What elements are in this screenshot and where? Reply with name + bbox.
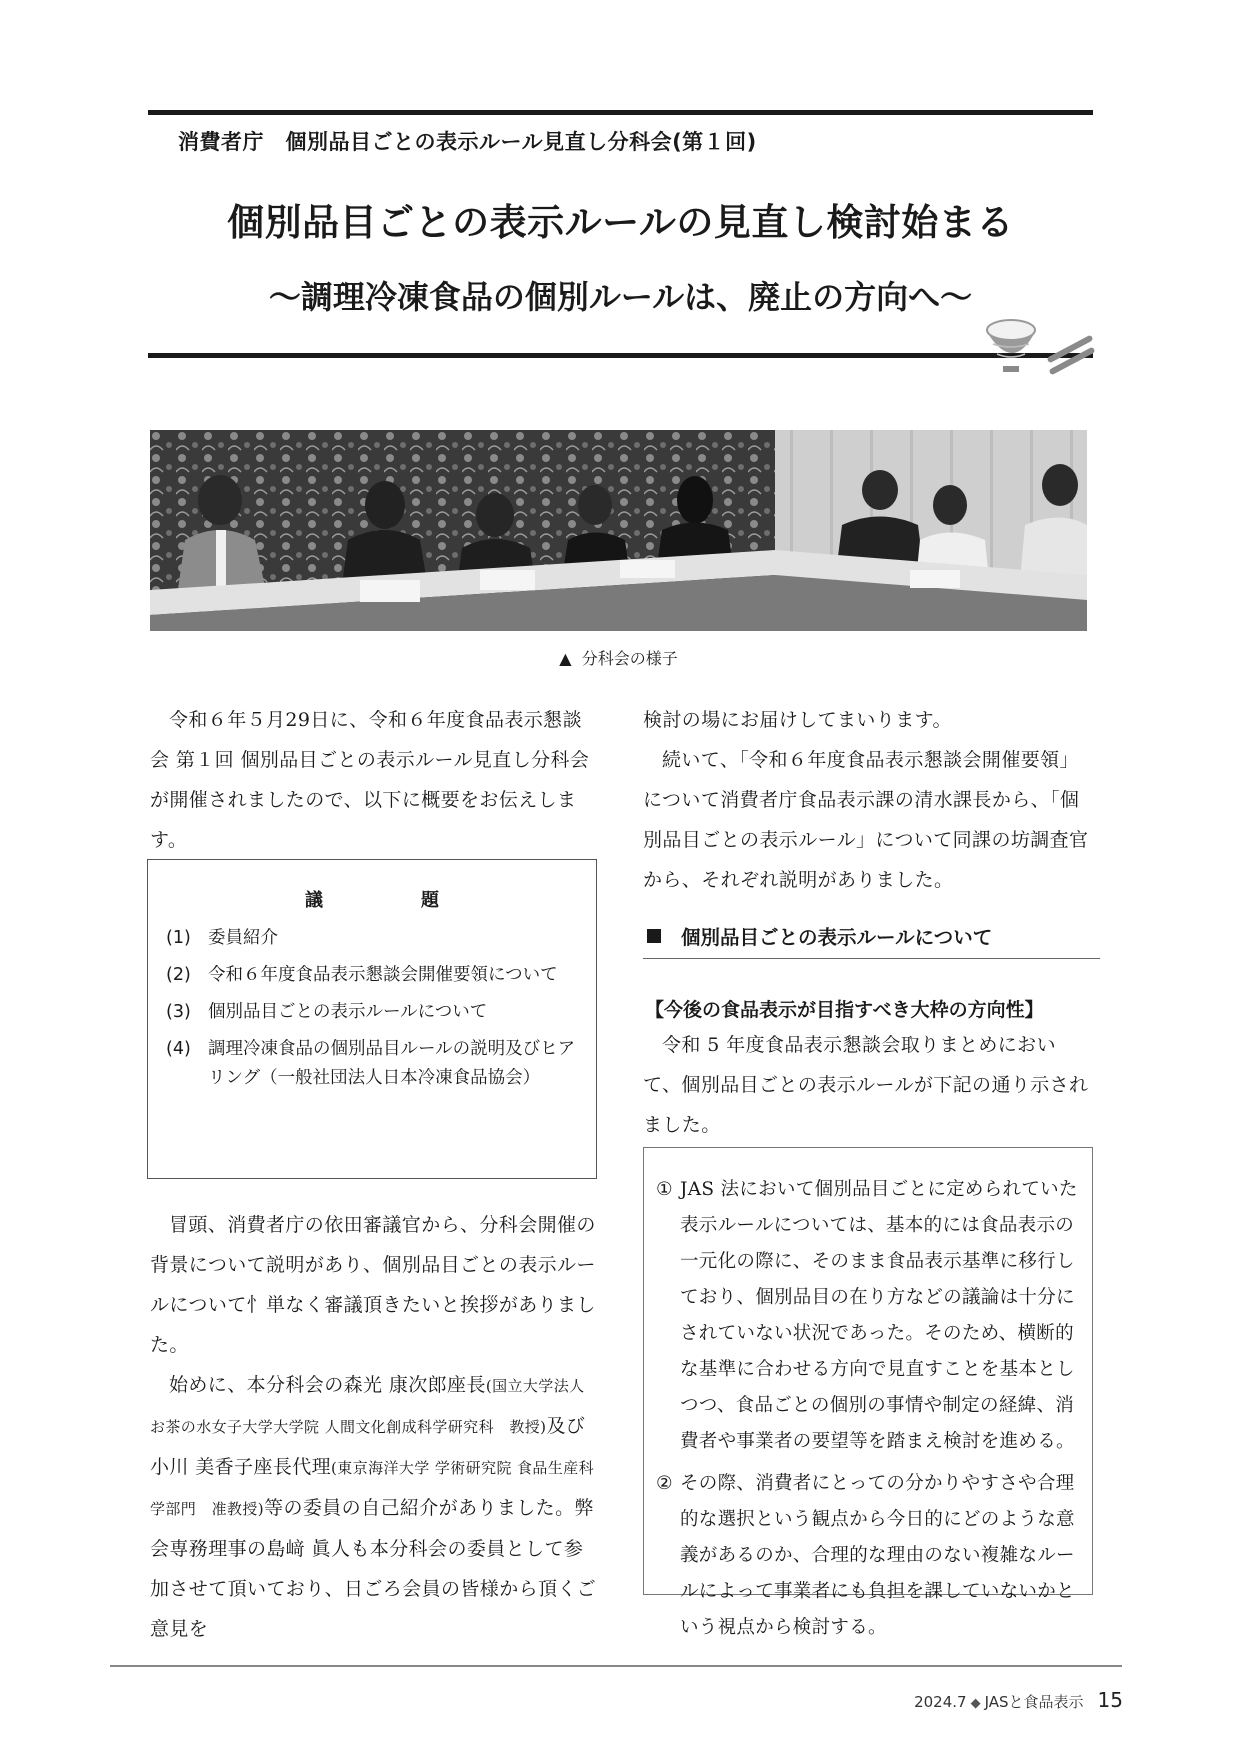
agenda-item-text: 令和６年度食品表示懇談会開催要領について	[208, 965, 558, 985]
intro-text: 令和６年５月29日に、令和６年度食品表示懇談会 第１回 個別品目ごとの表示ルール見直し分科会が開催されましたので、以下に概要をお伝えします。	[150, 709, 590, 851]
agenda-item-number: (3)	[166, 1002, 191, 1022]
policy-item-text: JAS 法において個別品目ごとに定められていた表示ルールについては、基本的には食品表示の一元化の際に、そのまま食品表示基準に移行しており、個別品目の在り方などの議論は十分にされていない状況であった。そのため、横断的な基準に合わせる方向で見直すことを基本としつつ、食品ごとの個別の事情や制定の経緯、消費者や事業者の要望等を踏まえ検討を進める。	[680, 1179, 1078, 1452]
section-heading-text: 個別品目ごとの表示ルールについて	[681, 926, 993, 949]
policy-box	[643, 1147, 1093, 1638]
square-bullet-icon	[647, 929, 661, 943]
agenda-item	[166, 1035, 578, 1093]
page-number: 15	[1097, 1688, 1123, 1712]
agenda-title: 議 題	[305, 890, 479, 911]
agenda-item-number: (4)	[166, 1039, 191, 1059]
intro-members-text: 等の委員の自己紹介がありました。弊会専務理事の島﨑 眞人も本分科会の委員として参加させて頂いており、日ごろ会員の皆様から頂くご意見を	[150, 1497, 597, 1640]
agenda-item-number: (2)	[166, 965, 191, 985]
rice-bowl-chopsticks-icon	[985, 310, 1095, 380]
vice-chair-affiliation: (東京海洋大学 学術研究院 食品生産科学部門 准教授)	[150, 1459, 595, 1518]
body-left-continued	[150, 1205, 598, 1649]
agenda-item-text: 調理冷凍食品の個別品目ルールの説明及びヒアリング（一般社団法人日本冷凍食品協会）	[208, 1039, 576, 1088]
opening-paragraph: 冒頭、消費者庁の依田審議官から、分科会開催の背景について説明があり、個別品目ごとの表示ルールについて忄単なく審議頂きたいと挨拶がありました。	[150, 1214, 596, 1356]
agenda-box	[147, 859, 597, 1179]
summary-paragraph-block	[643, 1025, 1093, 1145]
agenda-item	[166, 998, 578, 1027]
introductions-paragraph	[150, 1365, 598, 1649]
subsection-heading: 【今後の食品表示が目指すべき大枠の方向性】	[645, 999, 1044, 1021]
intro-paragraph	[150, 700, 598, 860]
header-rule-top	[148, 110, 1093, 115]
policy-item	[656, 1172, 1082, 1460]
continued-text: 検討の場にお届けしてまいります。	[643, 709, 952, 731]
intro-chair-text: 始めに、本分科会の森光 康次郎座長	[169, 1374, 486, 1396]
summary-paragraph: 令和 5 年度食品表示懇談会取りまとめにおいて、個別品目ごとの表示ルールが下記の通り示されました。	[643, 1034, 1089, 1136]
policy-item-number: ①	[656, 1179, 673, 1200]
policy-item-number: ②	[656, 1473, 673, 1494]
meeting-photo	[150, 430, 1087, 631]
policy-item	[656, 1466, 1082, 1646]
article-kicker: 消費者庁 個別品目ごとの表示ルール見直し分科会(第１回)	[178, 130, 757, 154]
body-right-top	[643, 700, 1093, 900]
header-rule-bottom	[148, 353, 1093, 358]
photo-caption	[150, 646, 1087, 669]
issue-date: 2024.7	[914, 1693, 967, 1711]
article-subhead: ～調理冷凍食品の個別ルールは、廃止の方向へ～	[268, 278, 973, 316]
chair-affiliation: (国立大学法人 お茶の水女子大学大学院 人間文化創成科学研究科 教授)	[150, 1377, 585, 1436]
agenda-item-number: (1)	[166, 928, 191, 948]
agenda-item-text: 個別品目ごとの表示ルールについて	[208, 1002, 488, 1022]
page-footer	[914, 1688, 1123, 1712]
footer-rule	[110, 1665, 1122, 1667]
agenda-item	[166, 961, 578, 990]
agenda-item	[166, 924, 578, 953]
section-heading	[643, 922, 1100, 959]
triangle-marker-icon: ▲	[559, 649, 572, 668]
article-headline: 個別品目ごとの表示ルールの見直し検討始まる	[227, 201, 1014, 244]
diamond-separator-icon: ◆	[970, 1696, 981, 1711]
policy-item-text: その際、消費者にとっての分かりやすさや合理的な選択という観点から今日的にどのような意義があるのか、合理的な理由のない複雑なルールによって事業者にも負担を課していないかという視点から検討する。	[680, 1473, 1075, 1638]
explanation-paragraph: 続いて、「令和６年度食品表示懇談会開催要領」について消費者庁食品表示課の清水課長から、「個別品目ごとの表示ルール」について同課の坊調査官から、それぞれ説明がありました。	[643, 749, 1089, 891]
agenda-item-text: 委員紹介	[208, 928, 278, 948]
caption-text: 分科会の様子	[581, 649, 678, 668]
publication-name: JASと食品表示	[984, 1693, 1084, 1711]
intro-vice-chair-text: 及び小川 美香子座長代理	[150, 1415, 586, 1478]
